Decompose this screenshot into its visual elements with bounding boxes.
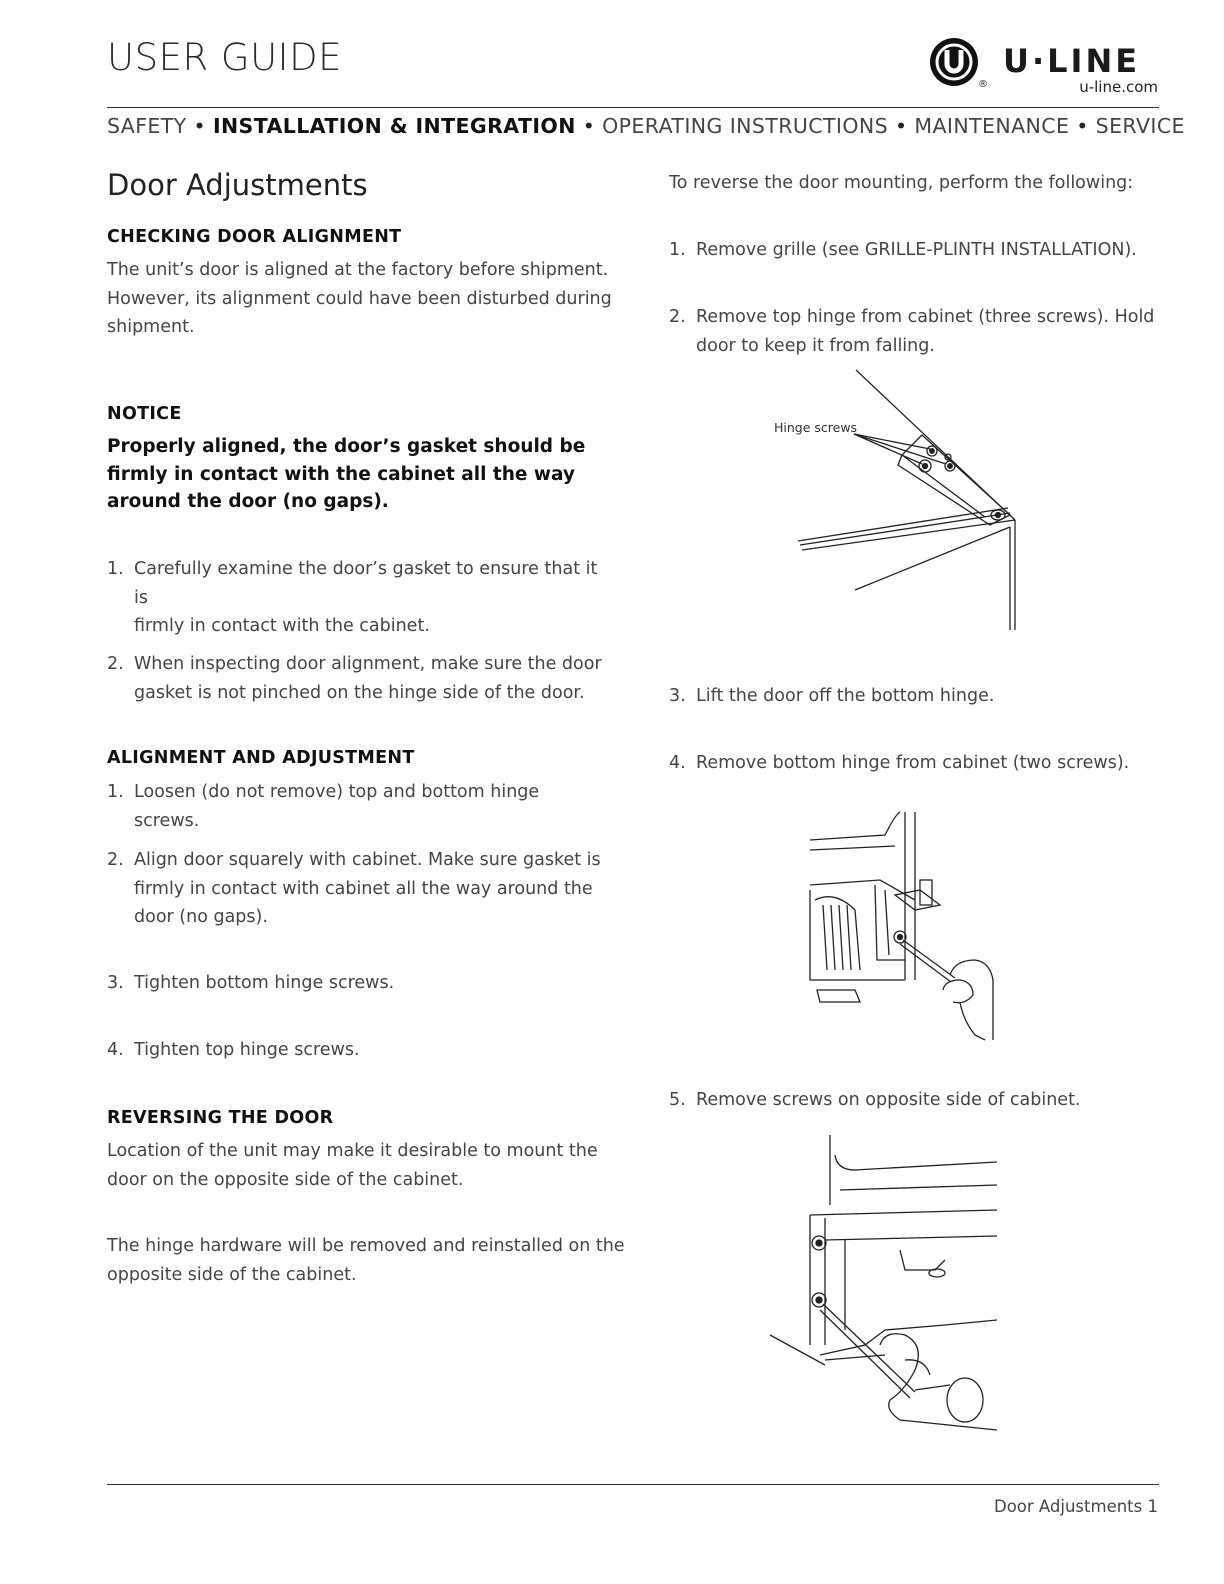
step-number: 2. [107,654,124,674]
step-number: 3. [107,973,124,993]
svg-text:®: ® [978,79,988,90]
step-number: 4. [669,753,686,773]
step-number: 1. [669,240,686,260]
list-item [669,236,1159,265]
step-number: 5. [669,1090,686,1110]
step-number: 1. [107,782,124,802]
text-line: door to keep it from falling. [696,335,935,356]
text-line: firmly in contact with cabinet all the way around the [134,878,593,899]
text-line: However, its alignment could have been disturbed during [107,288,612,309]
nav-separator: • [894,114,908,138]
text-line: door (no gaps). [134,907,268,927]
list-item [107,650,607,707]
nav-separator: • [1076,114,1089,138]
notice-text [107,433,585,516]
text-line: Remove bottom hinge from cabinet (two screws). [696,753,1130,773]
brand-logo [928,36,1160,98]
reversing-para2 [107,1232,625,1289]
nav-maintenance[interactable]: MAINTENANCE [914,114,1070,138]
list-item [669,303,1159,360]
hinge-screws-label: Hinge screws [774,420,858,435]
text-line: Remove top hinge from cabinet (three screws). Hold [696,307,1155,327]
header-rule [107,107,1159,108]
step-number: 1. [107,559,124,579]
text-line: Carefully examine the door’s gasket to ensure that it is [134,559,598,608]
footer-rule [107,1484,1159,1485]
heading-alignment: ALIGNMENT AND ADJUSTMENT [107,748,415,768]
notice-label: NOTICE [107,404,182,424]
heading-reversing: REVERSING THE DOOR [107,1108,334,1128]
text-line: gasket is not pinched on the hinge side of the door. [134,682,585,703]
step-number: 2. [669,307,686,327]
text-line: firmly in contact with the cabinet all the way [107,463,575,485]
top-hinge-figure [770,365,1030,635]
nav-separator: • [582,114,596,138]
text-line: Tighten top hinge screws. [134,1040,360,1060]
list-item [107,555,607,641]
text-line: Properly aligned, the door’s gasket should be [107,436,586,457]
nav-installation[interactable]: INSTALLATION & INTEGRATION [212,114,576,138]
text-line: When inspecting door alignment, make sure the door [134,654,602,674]
reversing-para1 [107,1137,598,1194]
text-line: Location of the unit may make it desirable to mount the [107,1141,598,1161]
section-nav [107,114,1185,138]
step-number: 3. [669,686,686,706]
page-title: Door Adjustments [107,168,368,202]
text-line: Lift the door off the bottom hinge. [696,686,995,706]
text-line: door on the opposite side of the cabinet. [107,1169,464,1190]
document-title: USER GUIDE [107,36,342,79]
checking-intro [107,256,612,342]
text-line: shipment. [107,317,195,337]
nav-service[interactable]: SERVICE [1095,114,1185,138]
text-line: Remove grille (see GRILLE-PLINTH INSTALLATION). [696,240,1137,260]
heading-checking: CHECKING DOOR ALIGNMENT [107,227,402,247]
list-item [669,1086,1159,1115]
nav-safety[interactable]: SAFETY [107,114,187,138]
brand-wordmark: U·LINE [1003,42,1141,80]
page-footer: Door Adjustments 1 [994,1497,1158,1516]
text-line: The unit’s door is aligned at the factory before shipment. [107,260,609,280]
list-item [669,749,1159,778]
reversing-intro: To reverse the door mounting, perform the following: [669,173,1134,193]
brand-url[interactable]: u-line.com [1079,78,1158,96]
text-line: Loosen (do not remove) top and bottom hinge screws. [134,782,540,831]
list-item [107,846,607,932]
text-line: opposite side of the cabinet. [107,1264,357,1285]
step-number: 2. [107,850,124,870]
list-item [669,682,1159,711]
text-line: around the door (no gaps). [107,491,389,512]
list-item [107,778,607,835]
nav-separator: • [193,114,207,138]
text-line: firmly in contact with the cabinet. [134,616,430,636]
text-line: Remove screws on opposite side of cabinet. [696,1090,1081,1110]
opposite-side-figure [765,1130,1000,1440]
list-item [107,1036,607,1065]
bottom-hinge-figure [805,810,1000,1045]
nav-operating[interactable]: OPERATING INSTRUCTIONS [602,114,889,138]
list-item [107,969,607,998]
text-line: Tighten bottom hinge screws. [134,973,395,993]
text-line: The hinge hardware will be removed and reinstalled on the [107,1236,625,1256]
step-number: 4. [107,1040,124,1060]
text-line: Align door squarely with cabinet. Make sure gasket is [134,850,601,870]
